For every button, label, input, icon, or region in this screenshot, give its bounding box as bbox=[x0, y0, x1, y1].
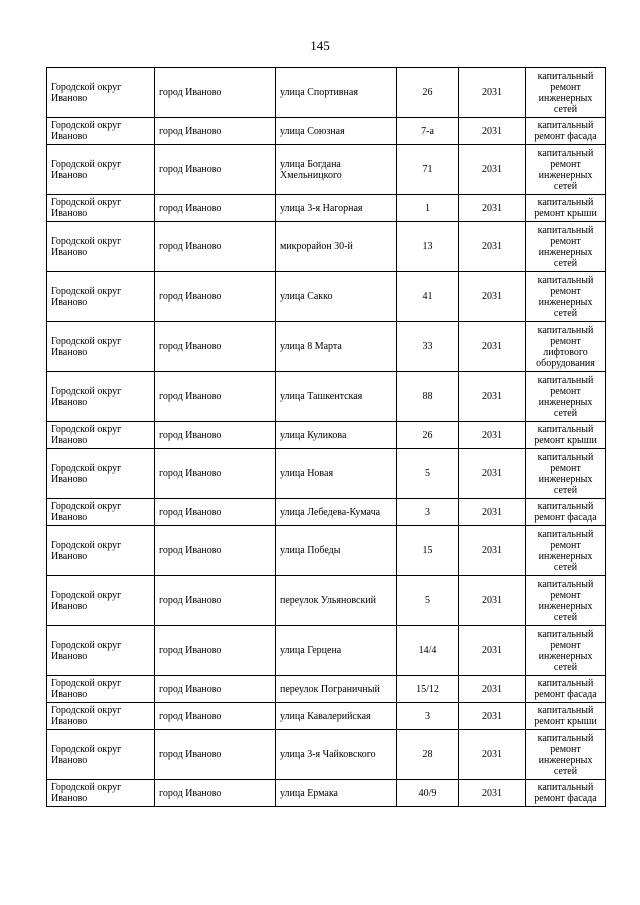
cell-work-type: капитальный ремонт лифтового оборудования bbox=[526, 322, 606, 372]
cell-okrug: Городской округ Иваново bbox=[47, 322, 155, 372]
cell-work-type: капитальный ремонт крыши bbox=[526, 422, 606, 449]
cell-house-number: 26 bbox=[397, 68, 459, 118]
cell-work-type: капитальный ремонт инженерных сетей bbox=[526, 449, 606, 499]
table-row bbox=[47, 372, 606, 422]
cell-street: переулок Пограничный bbox=[276, 676, 397, 703]
cell-street: улица Новая bbox=[276, 449, 397, 499]
table-row bbox=[47, 195, 606, 222]
cell-house-number: 5 bbox=[397, 576, 459, 626]
cell-city: город Иваново bbox=[155, 499, 276, 526]
cell-house-number: 40/9 bbox=[397, 780, 459, 807]
cell-work-type: капитальный ремонт крыши bbox=[526, 195, 606, 222]
cell-city: город Иваново bbox=[155, 576, 276, 626]
cell-street: переулок Ульяновский bbox=[276, 576, 397, 626]
cell-house-number: 71 bbox=[397, 145, 459, 195]
cell-work-type: капитальный ремонт инженерных сетей bbox=[526, 145, 606, 195]
cell-house-number: 7-а bbox=[397, 118, 459, 145]
table-row bbox=[47, 449, 606, 499]
cell-street: улица Богдана Хмельницкого bbox=[276, 145, 397, 195]
cell-year: 2031 bbox=[459, 626, 526, 676]
cell-okrug: Городской округ Иваново bbox=[47, 449, 155, 499]
cell-work-type: капитальный ремонт крыши bbox=[526, 703, 606, 730]
cell-house-number: 5 bbox=[397, 449, 459, 499]
cell-work-type: капитальный ремонт фасада bbox=[526, 499, 606, 526]
table-row bbox=[47, 626, 606, 676]
table-row bbox=[47, 222, 606, 272]
registry-table-body bbox=[47, 68, 606, 807]
cell-okrug: Городской округ Иваново bbox=[47, 703, 155, 730]
page-number: 145 bbox=[310, 38, 330, 53]
cell-city: город Иваново bbox=[155, 322, 276, 372]
cell-okrug: Городской округ Иваново bbox=[47, 730, 155, 780]
cell-city: город Иваново bbox=[155, 68, 276, 118]
cell-street: улица 3-я Нагорная bbox=[276, 195, 397, 222]
cell-house-number: 33 bbox=[397, 322, 459, 372]
cell-city: город Иваново bbox=[155, 145, 276, 195]
cell-city: город Иваново bbox=[155, 780, 276, 807]
cell-year: 2031 bbox=[459, 118, 526, 145]
cell-street: улица 8 Марта bbox=[276, 322, 397, 372]
cell-house-number: 14/4 bbox=[397, 626, 459, 676]
cell-work-type: капитальный ремонт фасада bbox=[526, 780, 606, 807]
table-row bbox=[47, 322, 606, 372]
cell-year: 2031 bbox=[459, 730, 526, 780]
cell-street: улица Герцена bbox=[276, 626, 397, 676]
cell-house-number: 15 bbox=[397, 526, 459, 576]
table-row bbox=[47, 676, 606, 703]
table-row bbox=[47, 499, 606, 526]
cell-work-type: капитальный ремонт инженерных сетей bbox=[526, 576, 606, 626]
cell-house-number: 88 bbox=[397, 372, 459, 422]
cell-house-number: 26 bbox=[397, 422, 459, 449]
cell-okrug: Городской округ Иваново bbox=[47, 195, 155, 222]
cell-work-type: капитальный ремонт инженерных сетей bbox=[526, 272, 606, 322]
cell-year: 2031 bbox=[459, 322, 526, 372]
cell-house-number: 3 bbox=[397, 703, 459, 730]
table-row bbox=[47, 272, 606, 322]
cell-city: город Иваново bbox=[155, 422, 276, 449]
cell-year: 2031 bbox=[459, 676, 526, 703]
cell-year: 2031 bbox=[459, 145, 526, 195]
cell-year: 2031 bbox=[459, 68, 526, 118]
cell-year: 2031 bbox=[459, 780, 526, 807]
cell-house-number: 28 bbox=[397, 730, 459, 780]
registry-table bbox=[46, 67, 606, 807]
cell-city: город Иваново bbox=[155, 730, 276, 780]
cell-street: улица Куликова bbox=[276, 422, 397, 449]
cell-okrug: Городской округ Иваново bbox=[47, 68, 155, 118]
cell-city: город Иваново bbox=[155, 676, 276, 703]
cell-okrug: Городской округ Иваново bbox=[47, 526, 155, 576]
cell-year: 2031 bbox=[459, 422, 526, 449]
cell-city: город Иваново bbox=[155, 195, 276, 222]
cell-city: город Иваново bbox=[155, 449, 276, 499]
cell-street: улица Лебедева-Кумача bbox=[276, 499, 397, 526]
cell-street: улица 3-я Чайковского bbox=[276, 730, 397, 780]
cell-year: 2031 bbox=[459, 372, 526, 422]
cell-okrug: Городской округ Иваново bbox=[47, 499, 155, 526]
cell-street: улица Ермака bbox=[276, 780, 397, 807]
table-row bbox=[47, 145, 606, 195]
cell-okrug: Городской округ Иваново bbox=[47, 222, 155, 272]
cell-year: 2031 bbox=[459, 526, 526, 576]
cell-year: 2031 bbox=[459, 499, 526, 526]
cell-work-type: капитальный ремонт инженерных сетей bbox=[526, 626, 606, 676]
cell-okrug: Городской округ Иваново bbox=[47, 272, 155, 322]
cell-street: улица Спортивная bbox=[276, 68, 397, 118]
cell-street: микрорайон 30-й bbox=[276, 222, 397, 272]
cell-year: 2031 bbox=[459, 449, 526, 499]
cell-city: город Иваново bbox=[155, 626, 276, 676]
cell-year: 2031 bbox=[459, 703, 526, 730]
cell-city: город Иваново bbox=[155, 703, 276, 730]
table-row bbox=[47, 703, 606, 730]
cell-house-number: 1 bbox=[397, 195, 459, 222]
cell-city: город Иваново bbox=[155, 118, 276, 145]
cell-street: улица Союзная bbox=[276, 118, 397, 145]
cell-city: город Иваново bbox=[155, 526, 276, 576]
cell-okrug: Городской округ Иваново bbox=[47, 118, 155, 145]
table-row bbox=[47, 68, 606, 118]
cell-year: 2031 bbox=[459, 195, 526, 222]
cell-house-number: 13 bbox=[397, 222, 459, 272]
cell-house-number: 15/12 bbox=[397, 676, 459, 703]
cell-street: улица Кавалерийская bbox=[276, 703, 397, 730]
cell-street: улица Сакко bbox=[276, 272, 397, 322]
cell-okrug: Городской округ Иваново bbox=[47, 676, 155, 703]
cell-house-number: 3 bbox=[397, 499, 459, 526]
cell-year: 2031 bbox=[459, 222, 526, 272]
cell-work-type: капитальный ремонт инженерных сетей bbox=[526, 68, 606, 118]
table-row bbox=[47, 118, 606, 145]
cell-okrug: Городской округ Иваново bbox=[47, 576, 155, 626]
cell-year: 2031 bbox=[459, 272, 526, 322]
cell-okrug: Городской округ Иваново bbox=[47, 626, 155, 676]
table-row bbox=[47, 422, 606, 449]
cell-work-type: капитальный ремонт инженерных сетей bbox=[526, 526, 606, 576]
cell-street: улица Победы bbox=[276, 526, 397, 576]
table-row bbox=[47, 730, 606, 780]
cell-street: улица Ташкентская bbox=[276, 372, 397, 422]
cell-work-type: капитальный ремонт инженерных сетей bbox=[526, 372, 606, 422]
cell-work-type: капитальный ремонт инженерных сетей bbox=[526, 730, 606, 780]
cell-okrug: Городской округ Иваново bbox=[47, 372, 155, 422]
cell-okrug: Городской округ Иваново bbox=[47, 422, 155, 449]
cell-work-type: капитальный ремонт фасада bbox=[526, 676, 606, 703]
cell-city: город Иваново bbox=[155, 372, 276, 422]
cell-okrug: Городской округ Иваново bbox=[47, 145, 155, 195]
cell-work-type: капитальный ремонт инженерных сетей bbox=[526, 222, 606, 272]
cell-city: город Иваново bbox=[155, 272, 276, 322]
table-row bbox=[47, 576, 606, 626]
cell-city: город Иваново bbox=[155, 222, 276, 272]
cell-house-number: 41 bbox=[397, 272, 459, 322]
cell-okrug: Городской округ Иваново bbox=[47, 780, 155, 807]
cell-work-type: капитальный ремонт фасада bbox=[526, 118, 606, 145]
table-row bbox=[47, 526, 606, 576]
cell-year: 2031 bbox=[459, 576, 526, 626]
table-row bbox=[47, 780, 606, 807]
